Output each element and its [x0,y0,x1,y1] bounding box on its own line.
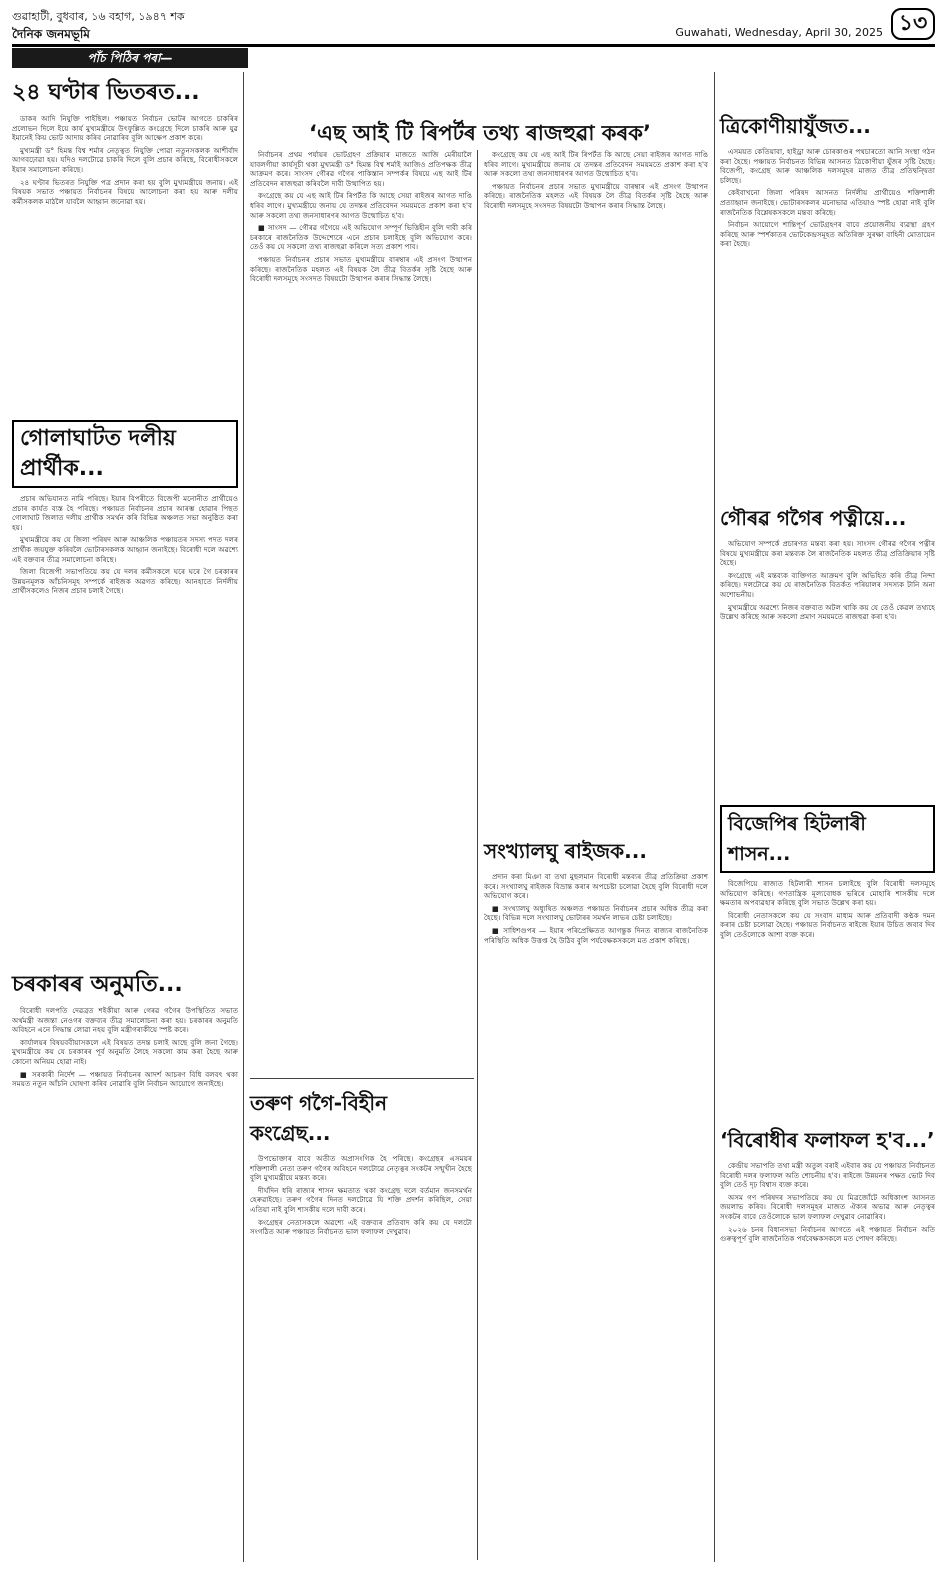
article-body [484,872,708,945]
paragraph: ২৪ ঘণ্টাৰ ভিতৰত নিযুক্তি পত্ৰ প্ৰদান কৰা হয় বুলি মুখ্যমন্ত্ৰীয়ে জনায়। এই বিষয়ক সভাত পঞ্চায়ত নিৰ্বাচনৰ বিষয়ে আলোচনা কৰা হয় আৰু দলীয় কৰ্মীসকলক মাঠলৈ যাবলৈ আহ্বান জনোৱা হয়। [12,177,238,206]
paragraph: বিজেপিয়ে ৰাজ্যত হিটলাৰী শাসন চলাইছে বুলি বিৰোধী দলসমূহে অভিযোগ কৰিছে। গণতান্ত্ৰিক মূল্যবোধক ভৰিৰে মোহাৰি শাসকীয় দলে ক্ষমতাৰ অপব্যৱহাৰ কৰিছে বুলি সভাত উল্লেখ কৰা হয়। [720,879,935,908]
date-english: Guwahati, Wednesday, April 30, 2025 [675,26,883,39]
paragraph: কেন্দ্ৰীয় সভাপতি তথা মন্ত্ৰী অতুল বৰাই এইবাৰ কয় যে পঞ্চায়ত নিৰ্বাচনত বিৰোধী দলৰ ফলাফল অতি শোচনীয় হ'ব। ৰাইজে উন্নয়নৰ পক্ষত ভোট দিব বুলি তেওঁ দৃঢ় বিশ্বাস ব্যক্ত কৰে। [720,1161,935,1190]
paragraph: নিৰ্বাচনৰ প্ৰথম পৰ্যায়ৰ ভোটগ্ৰহণ প্ৰক্ৰিয়াৰ মাজতে আজি মেৰীয়ালৈ যাবলগীয়া কাৰ্যসূচী থকা মুখ্যমন্ত্ৰী ড° হিমন্ত বিশ্ব শৰ্মাই আজিও প্ৰতিপক্ষক তীব্ৰ আক্ৰমণ কৰে। সাংসদ গৌৰৱ গগৈৰ পাকিস্তান সম্পৰ্কৰ বিষয়ে এছ আই টিৰ প্ৰতিবেদন ৰাজহুৱা কৰিবলৈ দাবী উত্থাপিত হয়। [250,150,472,188]
paragraph: মুখ্যমন্ত্ৰী ড° হিমন্ত বিশ্ব শৰ্মাৰ নেতৃত্বত নিযুক্তি পোৱা নতুনসকলক আশীৰ্বাদ আগবঢ়োৱা হয়। যদিও দলটোৱে চাকৰি দিলে বুলি প্ৰচাৰ কৰিছে, বিৰোধীসকলে ইয়াৰ সমালোচনা কৰিছে। [12,145,238,174]
column-left [12,72,238,1562]
section-label: পাঁচ পিঠিৰ পৰা— [12,48,248,68]
headline-govt-permission: চৰকাৰৰ অনুমতি... [12,972,183,997]
paragraph: মুখ্যমন্ত্ৰীয়ে অৱশ্যে নিজৰ বক্তব্যত অটল থাকি কয় যে তেওঁ কেৱল তথ্যহে উল্লেখ কৰিছে আৰু সকলো প্ৰমাণ সময়মতে ৰাজহুৱা কৰা হ'ব। [720,602,935,622]
paragraph: ■ সাধিশগুপৰ — ইয়াৰ পৰিপ্ৰেক্ষিতত আগন্তুক দিনত ৰাজ্যৰ ৰাজনৈতিক পৰিস্থিতি অধিক উত্তপ্ত হৈ উঠিব বুলি পৰ্যবেক্ষকসকলে মত প্ৰকাশ কৰিছে। [484,925,708,945]
headline-bjp-hitler-rule: বিজেপিৰ হিটলাৰী শাসন... [720,805,935,873]
column-center-right [484,150,708,1560]
masthead-rule [12,44,935,47]
article-body [720,1161,935,1244]
paragraph: নিৰ্বাচন আয়োগে শান্তিপূৰ্ণ ভোটগ্ৰহণৰ বাবে প্ৰয়োজনীয় ব্যৱস্থা গ্ৰহণ কৰিছে আৰু স্পৰ্শকাতৰ ভোটকেন্দ্ৰসমূহত অতিৰিক্ত সুৰক্ষা বাহিনী মোতায়েন কৰা হৈছে। [720,220,935,249]
headline-sit-report: ‘এছ আই টি ৰিপৰ্টৰ তথ্য ৰাজহুৱা কৰক’ [309,121,651,145]
paragraph: পঞ্চায়ত নিৰ্বাচনৰ প্ৰচাৰ সভাত মুখ্যমন্ত্ৰীয়ে বাৰম্বাৰ এই প্ৰসংগ উত্থাপন কৰিছে। ৰাজনৈতিক মহলত এই বিষয়ক লৈ তীব্ৰ বিতৰ্কৰ সৃষ্টি হৈছে আৰু বিৰোধী দলসমূহে সংসদত বিষয়টো উত্থাপন কৰাৰ সিদ্ধান্ত লৈছে। [250,254,472,284]
section-rule [250,1078,474,1079]
sit-headline-area [250,72,710,145]
paragraph: এসময়ত কেতিয়াবা, হাইড্ৰা আৰু চোৰকাণ্ডৰ পথচাৰতো আনি সংস্থা গঠন কৰা হৈছে। পঞ্চায়ত নিৰ্বাচনত বিভিন্ন আসনত ত্ৰিকোণীয়া যুঁজৰ সৃষ্টি হৈছে। বিজেপী, কংগ্ৰেছ আৰু আঞ্চলিক দলসমূহৰ মাজত তীব্ৰ প্ৰতিদ্বন্দ্বিতা চলিছে। [720,147,935,185]
paragraph: কাৰ্যালয়ৰ বিষয়ববীয়াসকলে এই বিষয়ত তদন্ত চলাই আছে বুলি জনা গৈছে। মুখ্যমন্ত্ৰীয়ে কয় যে চৰকাৰৰ পূৰ্ব অনুমতি লৈহে সকলো কাম কৰা হৈছে আৰু কোনো অনিয়ম হোৱা নাই। [12,1037,238,1066]
paragraph: ■ সৰকাৰী নিৰ্দেশ — পঞ্চায়ত নিৰ্বাচনৰ আদৰ্শ আচৰণ বিধি বলবৎ থকা সময়ত নতুন আঁচনি ঘোষণা কৰিব নোৱাৰি বুলি নিৰ্বাচন আয়োগে জনাইছে। [12,1069,238,1089]
date-assamese: গুৱাহাটী, বুধবাৰ, ১৬ বহাগ, ১৯৪৭ শক [12,10,185,23]
paragraph: ■ সংখ্যালঘু অধ্যুষিত অঞ্চলত পঞ্চায়ত নিৰ্বাচনৰ প্ৰচাৰ অধিক তীব্ৰ কৰা হৈছে। বিভিন্ন দলে সংখ্যালঘু ভোটাৰৰ সমৰ্থন লাভৰ চেষ্টা চলাইছে। [484,903,708,923]
article-body [250,1154,472,1237]
newspaper-brand: দৈনিক জনমভূমি [12,27,90,41]
article-body [250,150,472,1050]
column-divider [714,72,715,1562]
paragraph: ২০২৬ চনৰ বিধানসভা নিৰ্বাচনৰ আগতে এই পঞ্চায়ত নিৰ্বাচন অতি গুৰুত্বপূৰ্ণ বুলি ৰাজনৈতিক পৰ্যবেক্ষকসকলে মত পোষণ কৰিছে। [720,1224,935,1244]
article-body [720,539,935,799]
paragraph: মুখ্যমন্ত্ৰীয়ে কয় যে জিলা পৰিষদ আৰু আঞ্চলিক পঞ্চায়তৰ সদস্য পদত দলৰ প্ৰাৰ্থীক জয়যুক্ত কৰিবলৈ ভোটাৰসকলক আহ্বান জনাইছে। বিৰোধী দলে অৱশ্যে এই বক্তব্যৰ তীব্ৰ সমালোচনা কৰিছে। [12,535,238,564]
paragraph: উপভোক্তাৰ বাবে অতীত অপ্ৰাসংগিক হৈ পৰিছে। কংগ্ৰেছৰ এসময়ৰ শক্তিশালী নেতা তৰুণ গগৈৰ অবিহনে দলটোৱে নেতৃত্বৰ সংকটৰ সন্মুখীন হৈছে বুলি মুখ্যমন্ত্ৰীয়ে মন্তব্য কৰে। [250,1154,472,1183]
paragraph: জিলা বিজেপী সভাপতিয়ে কয় যে দলৰ কৰ্মীসকলে ঘৰে ঘৰে গৈ চৰকাৰৰ উন্নয়নমূলক আঁচনিসমূহ সম্পৰ্কে ৰাইজক অৱগত কৰিছে। আনহাতে নিৰ্দলীয় প্ৰাৰ্থীসকলেও নিজৰ প্ৰচাৰ চলাই গৈছে। [12,567,238,596]
column-divider [477,150,478,1560]
paragraph: কংগ্ৰেছে এই মন্তব্যক ব্যক্তিগত আক্ৰমণ বুলি অভিহিত কৰি তীব্ৰ নিন্দা কৰিছে। দলটোৱে কয় যে ৰাজনৈতিক বিতৰ্কত পৰিয়ালৰ সদস্যক টানি অনা অশোভনীয়। [720,570,935,599]
paragraph: প্ৰচাৰ অভিযানত নামি পৰিছে। ইয়াৰ বিপৰীতে বিজেপী মনোনীত প্ৰাৰ্থীয়েও প্ৰচাৰ কাৰ্যত ব্যস্ত হৈ পৰিছে। পঞ্চায়ত নিৰ্বাচনৰ প্ৰচাৰ আৰম্ভ হোৱাৰ পিছত গোলাঘাট জিলাত দলীয় প্ৰাৰ্থীক সমৰ্থন কৰি বিভিন্ন অঞ্চলত সভা অনুষ্ঠিত কৰা হয়। [12,494,238,532]
headline-golaghat: গোলাঘাটত দলীয় প্ৰাৰ্থীক... [12,420,238,488]
tarun-gogoi-block [250,1082,472,1560]
paragraph: বিৰোধী দলপতি দেৱব্ৰত শইকীয়া আৰু গেৰৱ গগৈৰ উপস্থিতিত সভাত অৰ্থমন্ত্ৰী অজন্তা নেওগৰ বক্তব্যৰ তীব্ৰ সমালোচনা কৰা হয়। চৰকাৰৰ অনুমতি অবিহনে এনে সিদ্ধান্ত লোৱা নহয় বুলি মন্ত্ৰীগৰাকীয়ে স্পষ্ট কৰে। [12,1006,238,1035]
headline-gaurav-gogoi-wife: গৌৰৱ গগৈৰ পত্নীয়ে... [720,506,907,530]
paragraph: প্ৰদান কৰা মিঞা বা তথা মুছলমান বিৰোধী মন্তব্যৰ তীব্ৰ প্ৰতিক্ৰিয়া প্ৰকাশ কৰে। সংখ্যালঘু ৰাইজক বিভ্ৰান্ত কৰাৰ অপচেষ্টা চলোৱা হৈছে বুলি বিৰোধী দলে অভিযোগ কৰে। [484,872,708,901]
article-body [484,150,708,830]
paragraph: ডাকৰ আদি নিযুক্তি পাইছিল। পঞ্চায়ত নিৰ্বাচন ভোটৰ আগতে চাকৰিৰ প্ৰলোভন দিলে ইয়ে কাৰ্য মুখ্যমন্ত্ৰীয়ে উৎফুল্লিত কংগ্ৰেছে দিলে চাকৰি আৰু যুৱ ইমানেই কিয় ভোট আদায় কৰিব নোৱাৰিব বুলি আক্ষেপ প্ৰকাশ কৰে। [12,114,238,143]
paragraph: অসম গণ পৰিষদৰ সভাপতিয়ে কয় যে মিত্ৰজোঁটে অধিকাংশ আসনত জয়লাভ কৰিব। বিৰোধী দলসমূহৰ মাজত ঐক্যৰ অভাৱ আৰু নেতৃত্বৰ সংকটৰ বাবে তেওঁলোকে ভাল ফলাফল দেখুৱাব নোৱাৰিব। [720,1192,935,1221]
headline-triangular-fight: ত্ৰিকোণীয়াযুঁজত... [720,114,871,138]
paragraph: অভিযোগ সম্পৰ্কে প্ৰচাৰণত মন্তব্য কৰা হয়। সাংসদ গৌৰৱ গগৈৰ পত্নীৰ বিষয়ে মুখ্যমন্ত্ৰীয়ে কৰা মন্তব্যক লৈ ৰাজনৈতিক মহলত তীব্ৰ প্ৰতিক্ৰিয়াৰ সৃষ্টি হৈছে। [720,539,935,568]
article-body [12,114,238,414]
paragraph: ■ সাংসদ — গৌৰৱ গগৈয়ে এই অভিযোগ সম্পূৰ্ণ ভিত্তিহীন বুলি দাবী কৰি চৰকাৰে ৰাজনৈতিক উদ্দেশ্যেৰে এনে প্ৰচাৰ চলাইছে বুলি অভিযোগ কৰে। তেওঁ কয় যে সকলো তথ্য ৰাজহুৱা কৰিলে সত্য প্ৰকাশ পাব। [250,223,472,252]
column-divider [243,72,244,1562]
article-body [720,147,935,497]
paragraph: পঞ্চায়ত নিৰ্বাচনৰ প্ৰচাৰ সভাত মুখ্যমন্ত্ৰীয়ে বাৰম্বাৰ এই প্ৰসংগ উত্থাপন কৰিছে। ৰাজনৈতিক মহলত এই বিষয়ক লৈ তীব্ৰ বিতৰ্কৰ সৃষ্টি হৈছে আৰু বিৰোধী দলসমূহে সংসদত বিষয়টো উত্থাপন কৰাৰ সিদ্ধান্ত লৈছে। [484,181,708,210]
masthead [12,6,935,66]
paragraph: কংগ্ৰেছে কয় যে এছ আই টিৰ ৰিপৰ্টত কি আছে সেয়া ৰাইজৰ আগত দাঙি ধৰিব লাগে। মুখ্যমন্ত্ৰীয়ে জনায় যে তদন্তৰ প্ৰতিবেদন সময়মতে প্ৰকাশ কৰা হ'ব আৰু সকলো তথ্য জনসাধাৰণৰ আগত উন্মোচিত হ'ব। [250,191,472,220]
headline-opposition-result: ‘বিৰোধীৰ ফলাফল হ'ব...’ [720,1128,935,1152]
paragraph: কংগ্ৰেছে কয় যে এছ আই টিৰ ৰিপৰ্টত কি আছে সেয়া ৰাইজৰ আগত দাঙি ধৰিব লাগে। মুখ্যমন্ত্ৰীয়ে জনায় যে তদন্তৰ প্ৰতিবেদন সময়মতে প্ৰকাশ কৰা হ'ব আৰু সকলো তথ্য জনসাধাৰণৰ আগত উন্মোচিত হ'ব। [484,150,708,179]
paragraph: বিৰোধী নেতাসকলে কয় যে সংবাদ মাধ্যম আৰু প্ৰতিবাদী কণ্ঠক দমন কৰাৰ চেষ্টা চলোৱা হৈছে। পঞ্চায়ত নিৰ্বাচনত ৰাইজে ইয়াৰ উচিত জবাব দিব বুলি তেওঁলোকে আশা ব্যক্ত কৰে। [720,910,935,939]
headline-minority-public: সংখ্যালঘু ৰাইজক... [484,839,647,863]
headline-tarun-gogoi: তৰুণ গগৈ-বিহীন কংগ্ৰেছ... [250,1091,388,1145]
article-body [12,1006,238,1089]
page-number: ১৩ [891,8,935,40]
headline-24-hours: ২৪ ঘণ্টাৰ ভিতৰত... [12,80,200,105]
paragraph: কেইবাখনো জিলা পৰিষদ আসনত নিৰ্দলীয় প্ৰাৰ্থীয়েও শক্তিশালী প্ৰত্যাহ্বান জনাইছে। ভোটাৰসকলৰ মনোভাৱ এতিয়াও স্পষ্ট হোৱা নাই বুলি ৰাজনৈতিক বিশ্লেষকসকলে মন্তব্য কৰিছে। [720,188,935,217]
article-body [720,879,935,1119]
article-body [12,494,238,964]
paragraph: দীৰ্ঘদিন ধৰি ৰাজ্যৰ শাসন ক্ষমতাত থকা কংগ্ৰেছ দলে বৰ্তমান জনসমৰ্থন হেৰুৱাইছে। তৰুণ গগৈৰ দিনত দলটোৱে যি শক্তি প্ৰদৰ্শন কৰিছিল, সেয়া এতিয়া নাই বুলি শাসকীয় দলে দাবী কৰে। [250,1185,472,1214]
column-right [720,105,935,1560]
paragraph: কংগ্ৰেছৰ নেতাসকলে অৱশ্যে এই বক্তব্যৰ প্ৰতিবাদ কৰি কয় যে দলটো সংগঠিত আৰু পঞ্চায়ত নিৰ্বাচনত ভাল ফলাফল দেখুৱাব। [250,1217,472,1237]
